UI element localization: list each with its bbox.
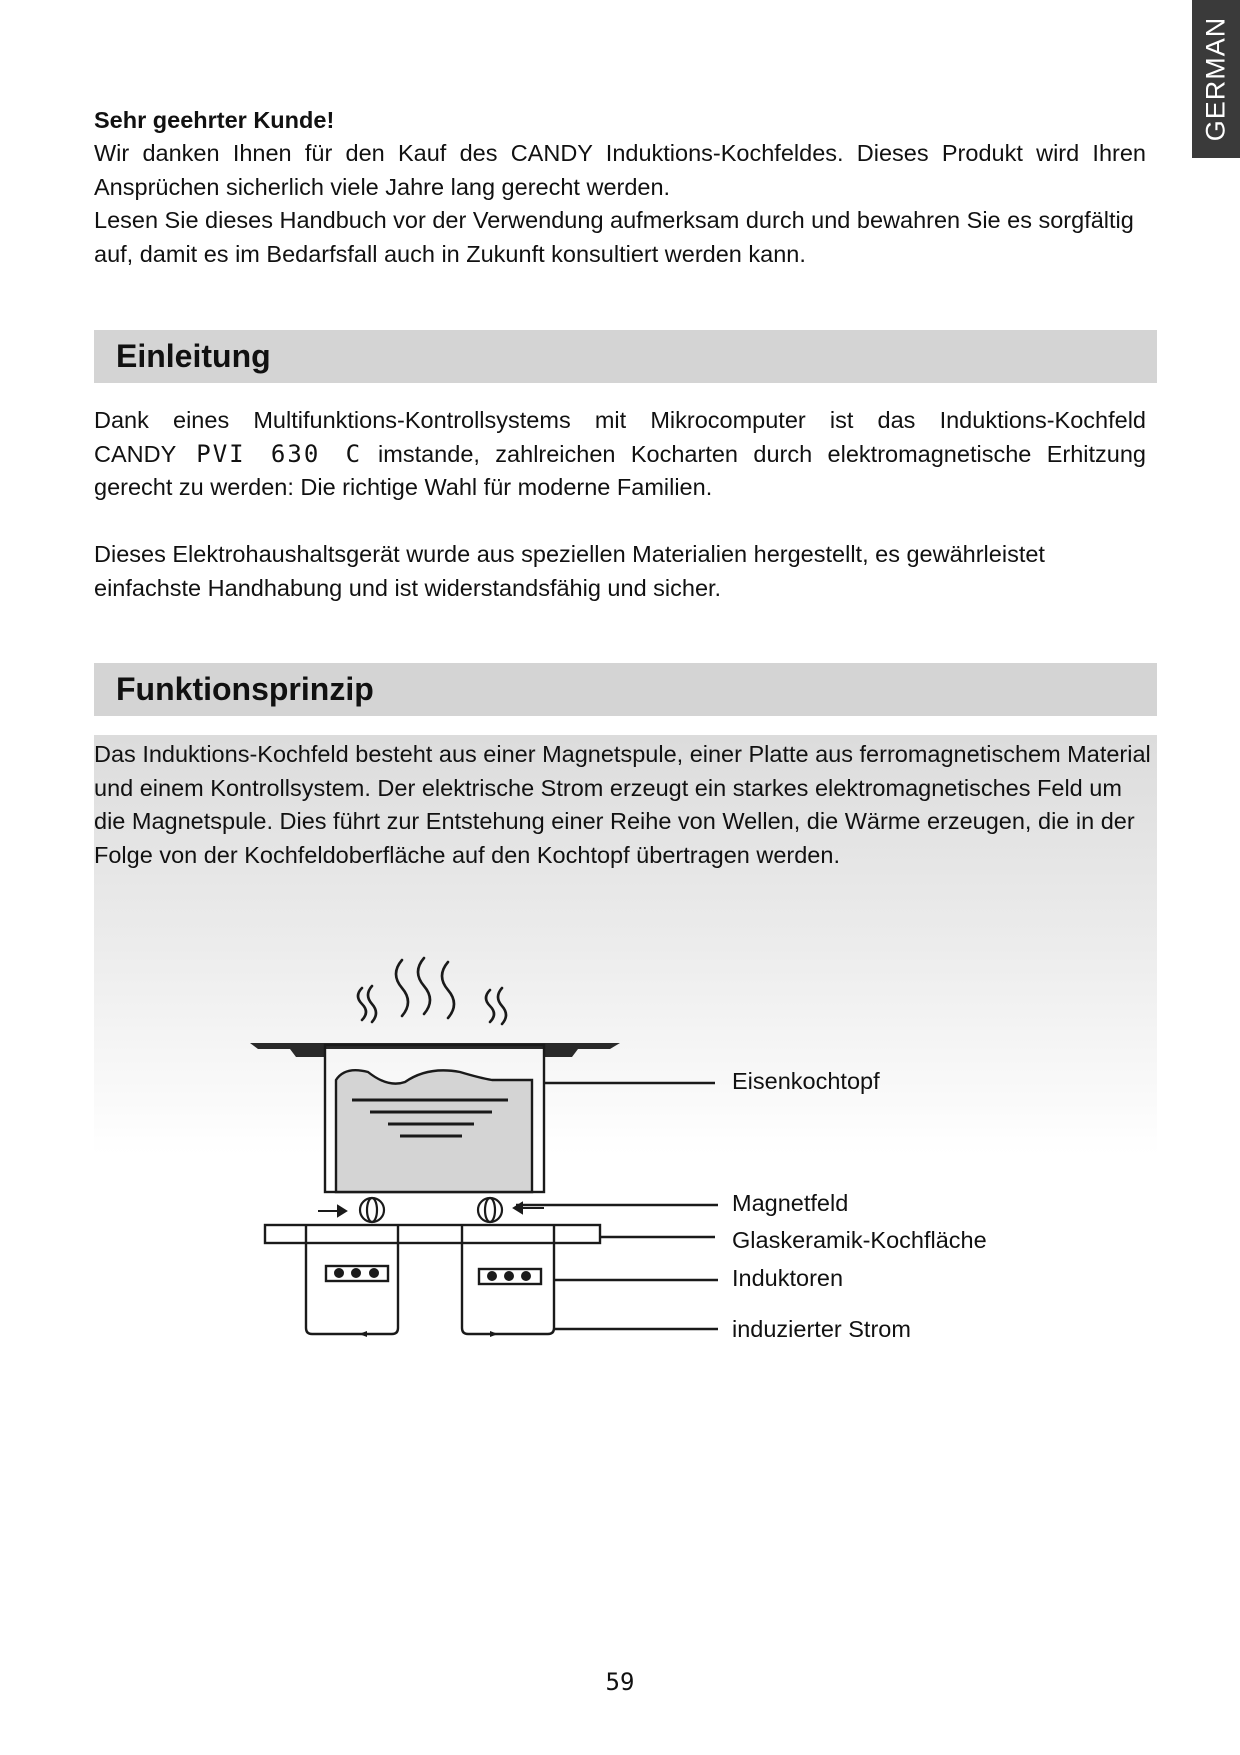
- einleitung-text-after-model: imstande, zahlreichen Kocharten durch elektromagnetische Erhitzung gerecht zu werden: Die richtige Wahl für moderne Familien.: [94, 440, 1146, 500]
- heat-wave: [358, 988, 366, 1020]
- inductor-dots: [334, 1268, 531, 1337]
- section-heading-einleitung: Einleitung: [116, 338, 271, 374]
- label-magnetic-field: Magnetfeld: [732, 1190, 849, 1216]
- field-loop: [360, 1198, 384, 1222]
- einleitung-text-before-model: Dank eines Multifunktions-Kontrollsystems mit Mikrocomputer ist das Induktions-Kochfeld CANDY: [94, 407, 1146, 467]
- read-manual-paragraph: Lesen Sie dieses Handbuch vor der Verwendung aufmerksam durch und bewahren Sie es sorgfältig auf, damit es im Bedarfsfall auch in Zukunft konsultiert werden kann.: [94, 207, 1134, 267]
- heat-wave: [442, 962, 454, 1018]
- page-number: 59: [605, 1668, 635, 1696]
- heat-wave: [368, 986, 376, 1022]
- field-loop: [485, 1198, 495, 1222]
- label-glass-ceramic: Glaskeramik-Kochfläche: [732, 1227, 987, 1253]
- field-arrows: [318, 1203, 544, 1216]
- heat-wave: [418, 958, 430, 1014]
- einleitung-paragraph-2: Dieses Elektrohaushaltsgerät wurde aus speziellen Materialien hergestellt, es gewährleistet einfachste Handhabung und ist widerstandsfähig und sicher.: [94, 541, 1045, 601]
- magnetic-field-coils: [360, 1198, 502, 1222]
- funktionsprinzip-paragraph: Das Induktions-Kochfeld besteht aus einer Magnetspule, einer Platte aus ferromagnetischem Material und einem Kontrollsystem. Der elektrische Strom erzeugt ein starkes elektromagnetisches Feld um die Magnetspule. Dies führt zur Entstehung einer Reihe von Wellen, die Wärme erzeugen, die in der Folge von der Kochfeldoberfläche auf den Kochtopf übertragen werden.: [94, 741, 1151, 868]
- greeting: Sehr geehrter Kunde!: [94, 107, 335, 133]
- field-loop: [367, 1198, 377, 1222]
- label-iron-pot: Eisenkochtopf: [732, 1068, 880, 1094]
- iron-pot: [250, 1043, 620, 1192]
- model-number: PVI 630 C: [196, 439, 363, 468]
- heat-wave: [486, 990, 494, 1022]
- label-induced-current: induzierter Strom: [732, 1316, 911, 1342]
- leader-lines: [516, 1083, 718, 1329]
- heat-wave: [498, 988, 506, 1024]
- section-heading-funktionsprinzip: Funktionsprinzip: [116, 671, 374, 707]
- label-inductors: Induktoren: [732, 1265, 844, 1291]
- thanks-paragraph: Wir danken Ihnen für den Kauf des CANDY Induktions-Kochfeldes. Dieses Produkt wird Ihren Ansprüchen sicherlich viele Jahre lang gerecht werden.: [94, 140, 1146, 200]
- field-loop: [478, 1198, 502, 1222]
- language-tab-label: GERMAN: [1200, 16, 1231, 142]
- heat-wave: [396, 960, 408, 1016]
- heat-waves: [358, 958, 506, 1024]
- glass-ceramic-plate: [265, 1225, 600, 1243]
